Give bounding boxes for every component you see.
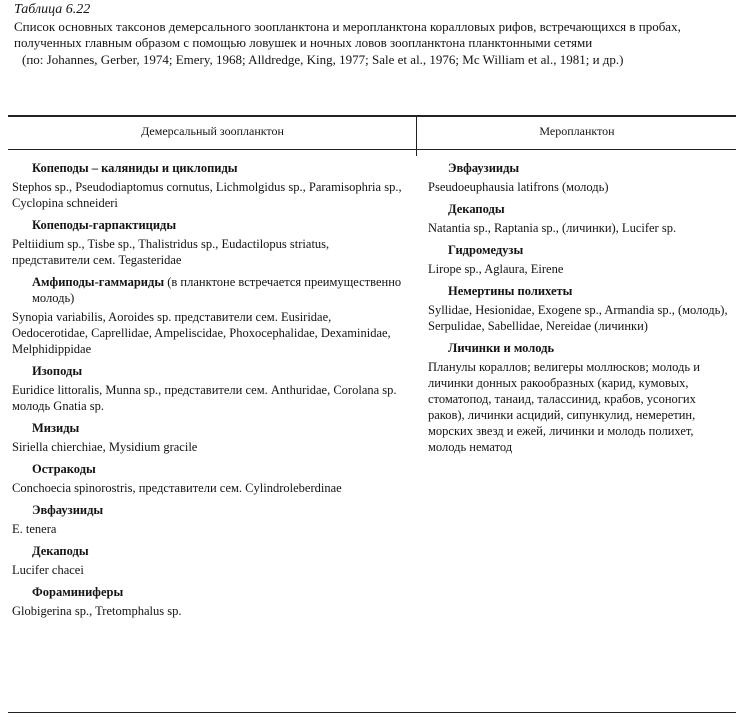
taxon-list: Siriella chierchiae, Mysidium gracile	[12, 440, 198, 454]
taxon-group-title-text: Копеподы – каляниды и циклопиды	[32, 161, 238, 175]
taxon-group-title	[448, 201, 732, 217]
taxon-list: Euridice littoralis, Munna sp., представители сем. Anthuridae, Corolana sp. молодь Gnatia sp.	[12, 383, 397, 413]
taxon-group	[428, 283, 732, 334]
taxon-list: Lucifer chacei	[12, 563, 84, 577]
taxon-group-title-text: Декаподы	[448, 202, 505, 216]
taxon-group-title	[448, 242, 732, 258]
taxon-group	[12, 461, 404, 496]
taxon-list: E. tenera	[12, 522, 57, 536]
taxon-list: Планулы кораллов; велигеры моллюсков; молодь и личинки донных ракообразных (карид, кумовых, стоматопод, танаид, талассинид, крабов, усоногих раков), личинки асцидий, сипункулид, немеретин, морских звезд и ежей, личинки и молодь полихет, молодь нематод	[428, 360, 700, 454]
taxon-list: Peltiidium sp., Tisbe sp., Thalistridus sp., Eudactilopus striatus, представители сем. Tegasteridae	[12, 237, 330, 267]
taxon-group-title-text: Личинки и молодь	[448, 341, 555, 355]
caption-references: (по: Johannes, Gerber, 1974; Emery, 1968; Alldredge, King, 1977; Sale et al., 1976; Mc William et al., 1981; и др.)	[22, 52, 624, 67]
caption-text: Список основных таксонов демерсального зоопланктона и меропланктона коралловых рифов, встречающихся в пробах, полученных главным образом с помощью ловушек и ночных ловов зоопланктона планктонными сетями	[14, 19, 681, 50]
column-divider	[416, 116, 417, 156]
taxon-group-title	[32, 274, 404, 306]
table-top-rule	[8, 115, 736, 117]
taxon-group-title-text: Немертины полихеты	[448, 284, 573, 298]
left-column-header: Демерсальный зоопланктон	[141, 124, 284, 138]
left-column	[12, 160, 404, 625]
taxon-group	[12, 584, 404, 619]
taxon-list: Natantia sp., Raptania sp., (личинки), Lucifer sp.	[428, 221, 677, 235]
taxon-group-title-text: Эвфаузииды	[448, 161, 520, 175]
right-column	[428, 160, 732, 461]
taxon-group-title	[32, 543, 404, 559]
taxon-group-title	[32, 217, 404, 233]
taxon-group	[428, 160, 732, 195]
taxon-group	[12, 543, 404, 578]
taxon-group	[428, 340, 732, 455]
taxon-list: Lirope sp., Aglaura, Eirene	[428, 262, 564, 276]
taxon-group	[12, 420, 404, 455]
taxon-group-title-text: Гидромедузы	[448, 243, 524, 257]
taxon-group-title	[32, 363, 404, 379]
taxon-list: Synopia variabilis, Aoroides sp. представители сем. Eusiridae, Oedocerotidae, Caprellidae, Ampeliscidae, Phoxocephalidae, Dexaminidae, Melphidippidae	[12, 310, 391, 356]
taxon-list: Globigerina sp., Tretomphalus sp.	[12, 604, 182, 618]
taxon-list: Conchoecia spinorostris, представители сем. Cylindroleberdinae	[12, 481, 342, 495]
taxon-group-title-text: Амфиподы-гаммариды	[32, 275, 165, 289]
taxon-group	[428, 242, 732, 277]
taxon-group-note: (в планктоне встречается преимущественно молодь)	[32, 275, 402, 305]
taxon-group-title	[448, 160, 732, 176]
header-bottom-rule	[8, 149, 736, 150]
taxon-group	[12, 217, 404, 268]
table-caption	[14, 19, 730, 68]
taxon-group	[12, 363, 404, 414]
taxon-group-title-text: Декаподы	[32, 544, 89, 558]
taxon-group-title-text: Копеподы-гарпактициды	[32, 218, 177, 232]
taxon-group-title	[448, 283, 732, 299]
right-column-header: Меропланктон	[539, 124, 615, 138]
taxon-group-title-text: Фораминиферы	[32, 585, 124, 599]
taxon-list: Stephos sp., Pseudodiaptomus cornutus, Lichmolgidus sp., Paramisophria sp., Cyclopina schneideri	[12, 180, 402, 210]
taxon-group-title-text: Изоподы	[32, 364, 83, 378]
taxon-group-title	[448, 340, 732, 356]
taxon-group-title-text: Остракоды	[32, 462, 96, 476]
taxon-group-title	[32, 420, 404, 436]
taxon-list: Pseudoeuphausia latifrons (молодь)	[428, 180, 609, 194]
taxon-group-title	[32, 584, 404, 600]
taxon-group	[12, 274, 404, 357]
taxon-group	[428, 201, 732, 236]
taxon-group-title-text: Мизиды	[32, 421, 80, 435]
table-bottom-rule	[8, 712, 736, 713]
taxon-group-title	[32, 502, 404, 518]
table-label: Таблица 6.22	[14, 2, 91, 17]
taxon-group-title-text: Эвфаузииды	[32, 503, 104, 517]
taxon-group	[12, 502, 404, 537]
taxon-group	[12, 160, 404, 211]
taxon-group-title	[32, 461, 404, 477]
taxon-list: Syllidae, Hesionidae, Exogene sp., Armandia sp., (молодь), Serpulidae, Sabellidae, Nereidae (личинки)	[428, 303, 728, 333]
taxon-group-title	[32, 160, 404, 176]
